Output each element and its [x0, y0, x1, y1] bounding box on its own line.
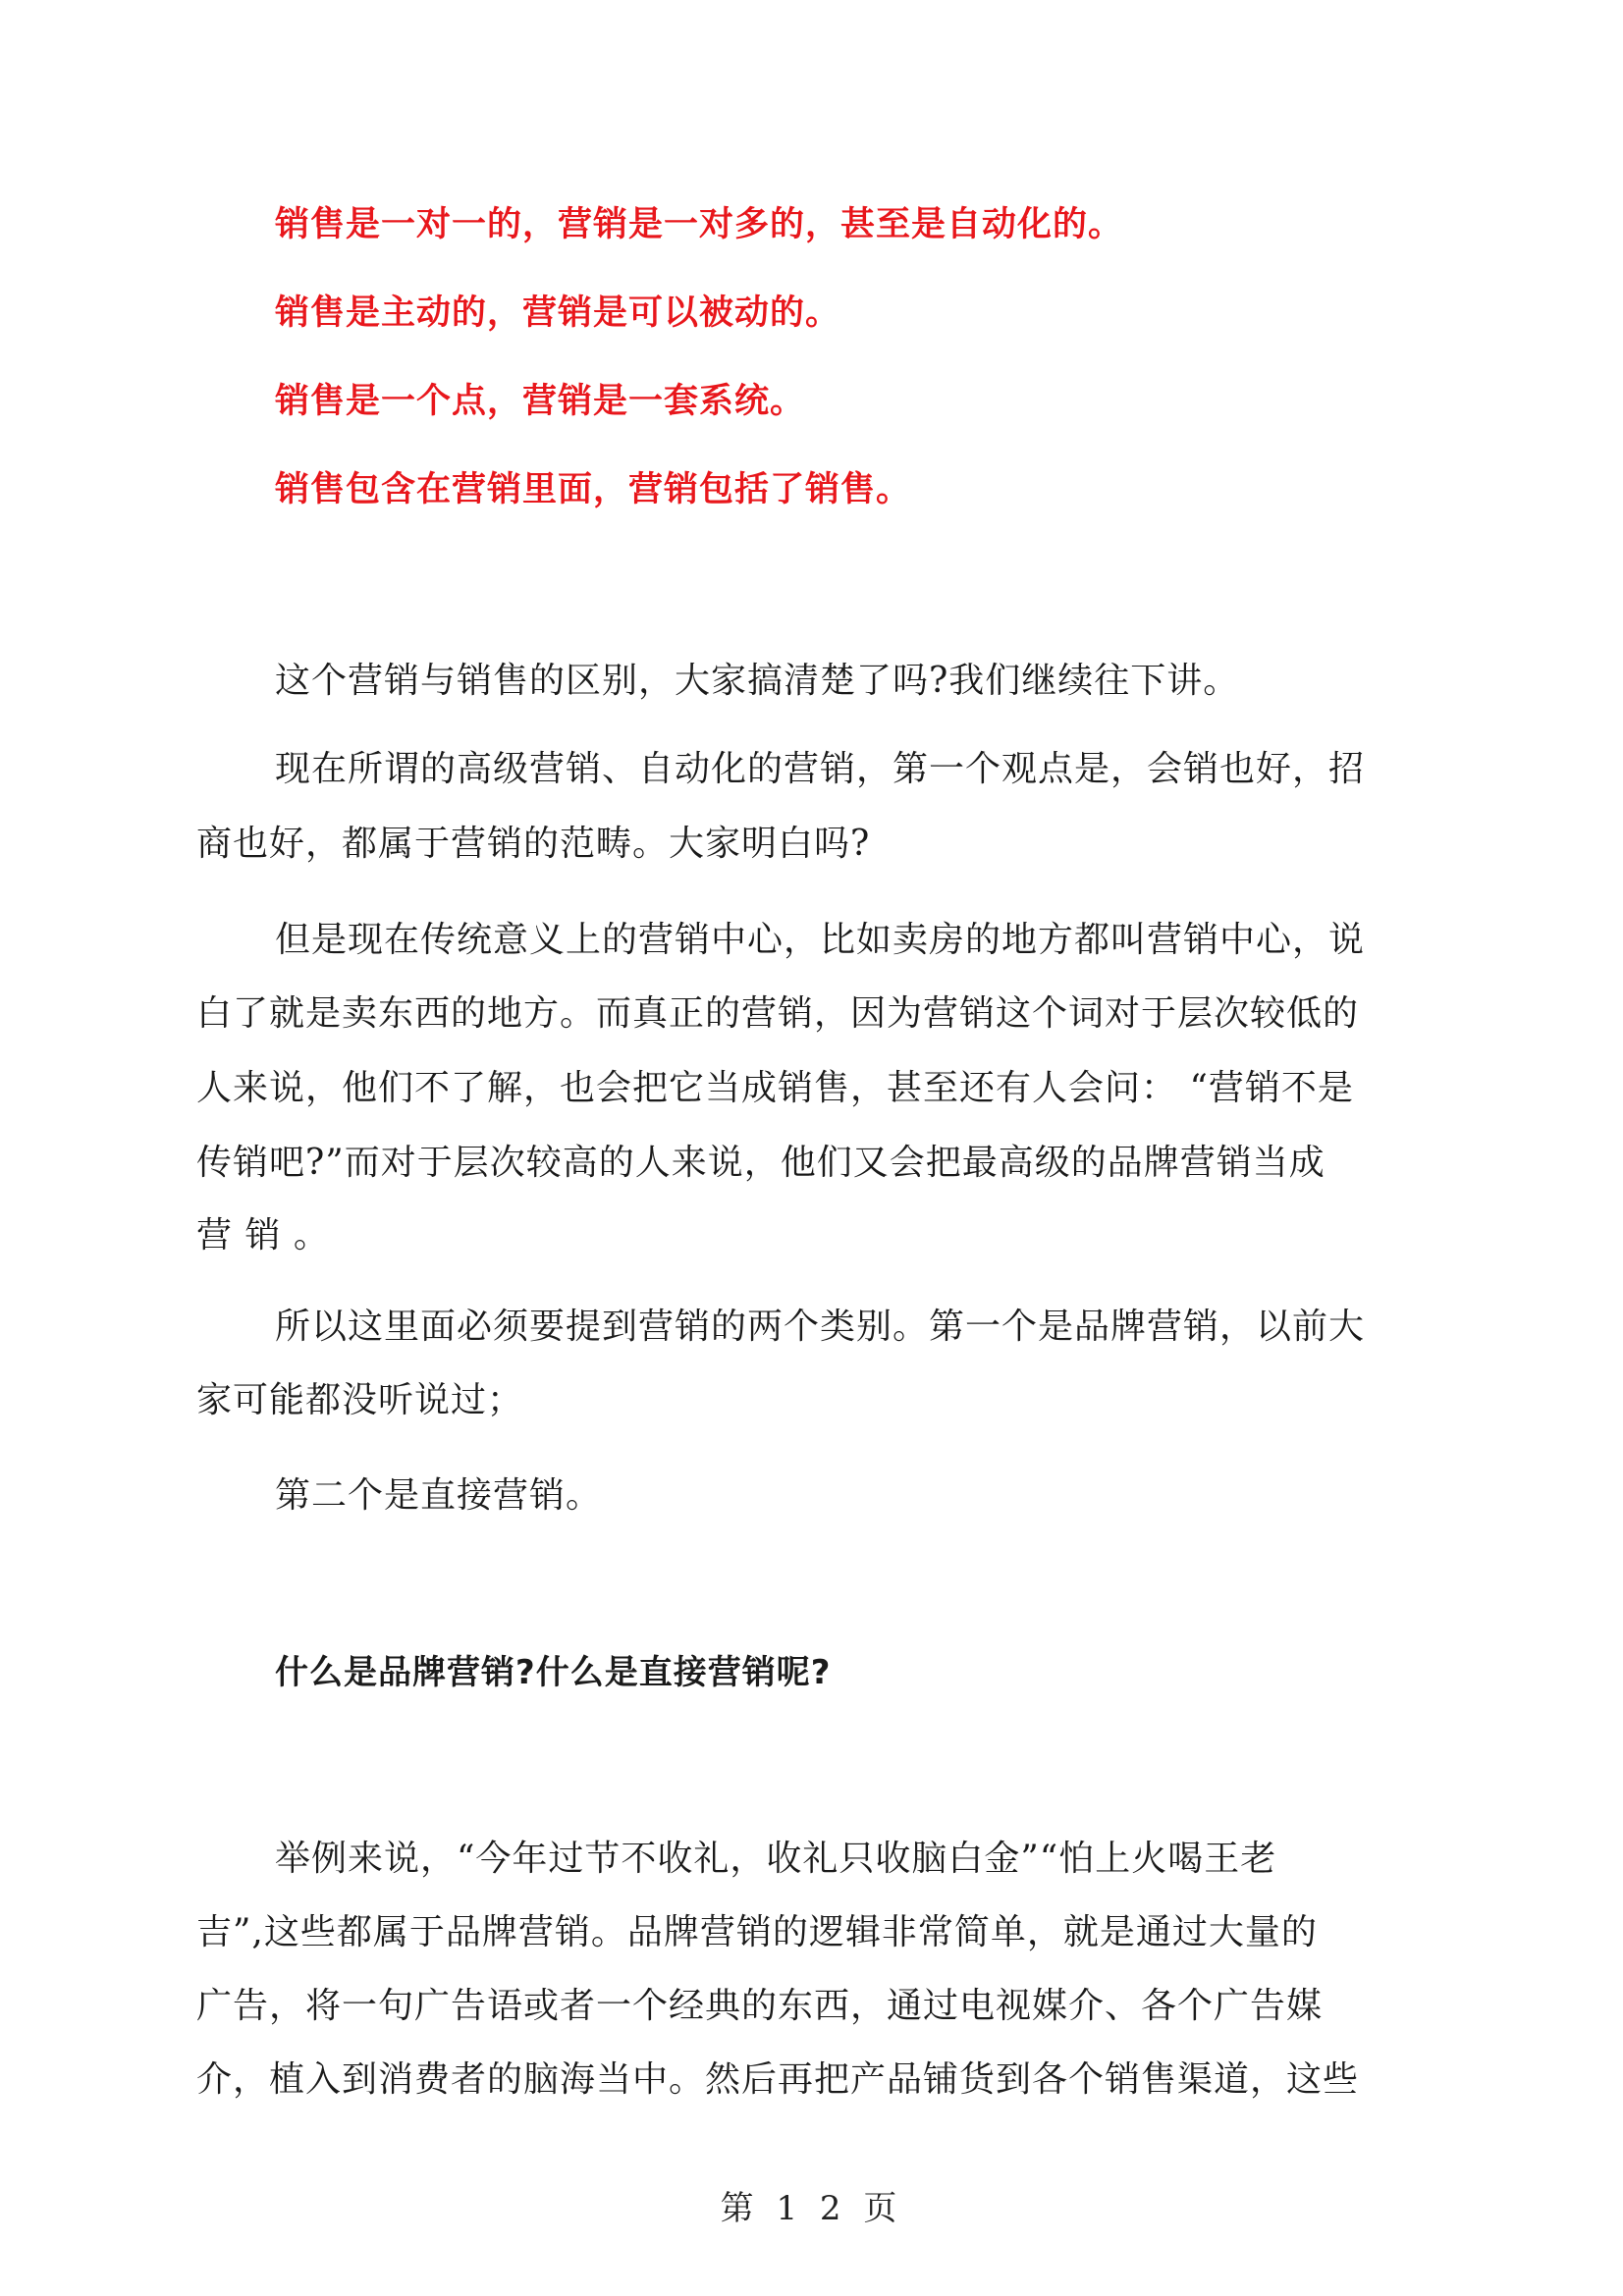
paragraph-line: 这个营销与销售的区别，大家搞清楚了吗?我们继续往下讲。: [275, 661, 1240, 701]
paragraph-line: 举例来说，“今年过节不收礼，收礼只收脑白金”“怕上火喝王老: [275, 1839, 1277, 1879]
paragraph-line: 现在所谓的高级营销、自动化的营销，第一个观点是，会销也好，招: [275, 749, 1366, 789]
emphasis-line: 销售包含在营销里面，营销包括了销售。: [275, 470, 912, 509]
paragraph-line: 营 销 。: [196, 1215, 330, 1255]
paragraph-line: 人来说，他们不了解，也会把它当成销售，甚至还有人会问： “营销不是: [196, 1068, 1354, 1108]
emphasis-line: 销售是一个点，营销是一套系统。: [275, 382, 806, 421]
paragraph-line: 广告，将一句广告语或者一个经典的东西，通过电视媒介、各个广告媒: [196, 1986, 1324, 2026]
paragraph-line: 传销吧?”而对于层次较高的人来说，他们又会把最高级的品牌营销当成: [196, 1143, 1325, 1183]
paragraph-line: 家可能都没听说过；: [196, 1380, 524, 1420]
page-number: 第 1 2 页: [720, 2189, 903, 2228]
paragraph-line: 第二个是直接营销。: [275, 1475, 603, 1516]
section-heading: 什么是品牌营销?什么是直接营销呢?: [275, 1653, 832, 1692]
emphasis-line: 销售是主动的，营销是可以被动的。: [275, 294, 841, 333]
paragraph-line: 商也好，都属于营销的范畴。大家明白吗?: [196, 824, 871, 864]
paragraph-line: 所以这里面必须要提到营销的两个类别。第一个是品牌营销，以前大: [275, 1307, 1366, 1347]
paragraph-line: 介，植入到消费者的脑海当中。然后再把产品铺货到各个销售渠道，这些: [196, 2059, 1360, 2100]
emphasis-line: 销售是一对一的，营销是一对多的，甚至是自动化的。: [275, 205, 1124, 244]
paragraph-line: 吉”,这些都属于品牌营销。品牌营销的逻辑非常简单，就是通过大量的: [196, 1912, 1318, 1952]
paragraph-line: 白了就是卖东西的地方。而真正的营销，因为营销这个词对于层次较低的: [196, 993, 1360, 1034]
paragraph-line: 但是现在传统意义上的营销中心，比如卖房的地方都叫营销中心，说: [275, 920, 1366, 960]
